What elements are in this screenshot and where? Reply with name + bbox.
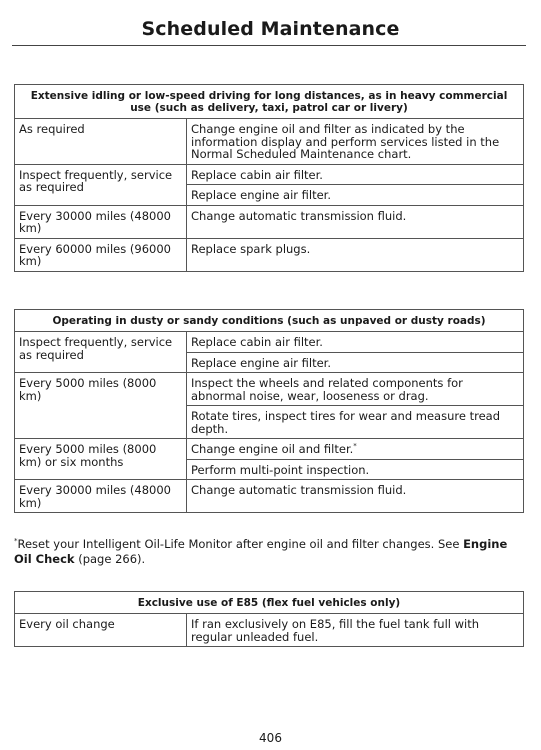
interval-cell: Every 30000 miles (48000 km) <box>15 480 187 513</box>
table-row <box>15 614 524 647</box>
table-row <box>15 439 524 460</box>
action-cell: Replace engine air filter. <box>187 352 524 373</box>
action-cell: Replace engine air filter. <box>187 185 524 206</box>
interval-cell: Every 5000 miles (8000 km) <box>15 373 187 439</box>
action-cell: Replace cabin air filter. <box>187 164 524 185</box>
table-header: Exclusive use of E85 (flex fuel vehicles only) <box>15 592 524 614</box>
table-row <box>15 205 524 238</box>
footnote-marker: * <box>353 442 357 451</box>
interval-cell: As required <box>15 119 187 165</box>
action-cell: Change automatic transmission fluid. <box>187 205 524 238</box>
footnote <box>14 537 526 567</box>
interval-cell: Inspect frequently, service as required <box>15 332 187 373</box>
action-cell <box>187 439 524 460</box>
table-row <box>15 332 524 353</box>
action-cell: Change automatic transmission fluid. <box>187 480 524 513</box>
table-row <box>15 119 524 165</box>
interval-cell: Inspect frequently, service as required <box>15 164 187 205</box>
table-row <box>15 480 524 513</box>
table-row <box>15 373 524 406</box>
action-cell: Replace spark plugs. <box>187 238 524 271</box>
interval-cell: Every oil change <box>15 614 187 647</box>
interval-cell: Every 60000 miles (96000 km) <box>15 238 187 271</box>
idling-maintenance-table <box>14 84 524 272</box>
action-cell: Replace cabin air filter. <box>187 332 524 353</box>
action-cell: Change engine oil and filter as indicated by the information display and perform services listed in the Normal Scheduled Maintenance chart. <box>187 119 524 165</box>
action-cell: If ran exclusively on E85, fill the fuel tank full with regular unleaded fuel. <box>187 614 524 647</box>
page-number: 406 <box>259 731 282 745</box>
footnote-text: Reset your Intelligent Oil-Life Monitor after engine oil and filter changes. See <box>17 537 464 551</box>
action-text: Change engine oil and filter. <box>191 442 354 456</box>
action-cell: Perform multi-point inspection. <box>187 459 524 480</box>
table-header: Extensive idling or low-speed driving for long distances, as in heavy commercial use (such as delivery, taxi, patrol car or livery) <box>15 85 524 119</box>
footnote-marker: * <box>14 537 18 546</box>
footnote-page-ref: (page 266). <box>74 552 146 566</box>
title-divider <box>12 45 526 46</box>
table-row <box>15 238 524 271</box>
page-title: Scheduled Maintenance <box>141 18 400 40</box>
e85-table <box>14 591 524 647</box>
action-cell: Inspect the wheels and related components for abnormal noise, wear, looseness or drag. <box>187 373 524 406</box>
action-cell: Rotate tires, inspect tires for wear and measure tread depth. <box>187 406 524 439</box>
dusty-conditions-table <box>14 309 524 513</box>
table-row <box>15 164 524 185</box>
interval-cell: Every 5000 miles (8000 km) or six months <box>15 439 187 480</box>
engine-oil-check-link[interactable]: Engine Oil Check <box>14 537 508 566</box>
interval-cell: Every 30000 miles (48000 km) <box>15 205 187 238</box>
table-header: Operating in dusty or sandy conditions (such as unpaved or dusty roads) <box>15 310 524 332</box>
